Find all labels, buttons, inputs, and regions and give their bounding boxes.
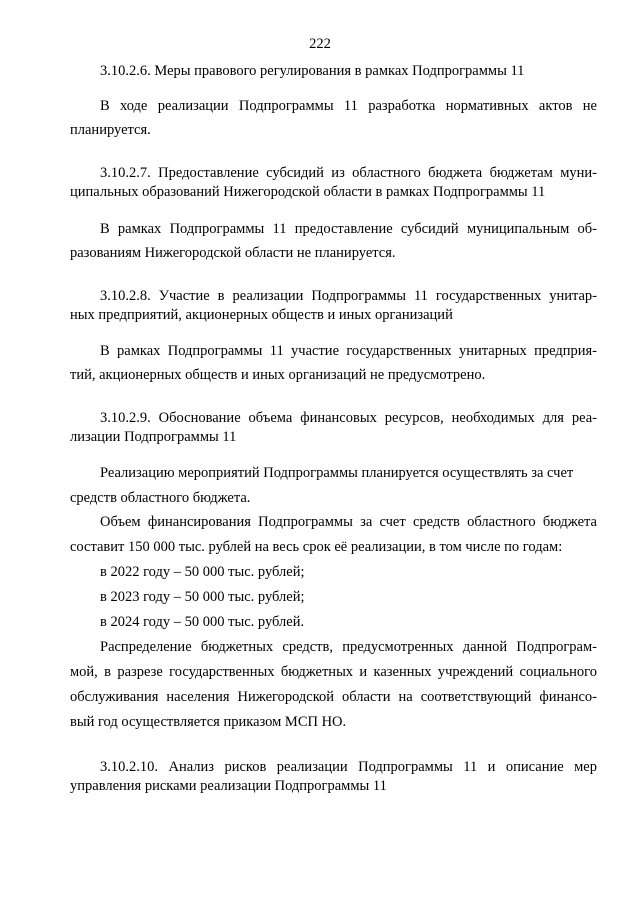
section-heading-3-10-2-9: 3.10.2.9. Обоснование объема финансовых ресурсов, необходимых для реа- — [100, 410, 597, 426]
section-heading-line: управления рисками реализации Подпрограммы 11 — [70, 778, 387, 794]
paragraph-line: В ходе реализации Подпрограммы 11 разработка нормативных актов не — [100, 98, 597, 114]
paragraph-line: Распределение бюджетных средств, предусмотренных данной Подпрограм- — [100, 639, 597, 655]
funding-2024: в 2024 году – 50 000 тыс. рублей. — [100, 614, 305, 630]
section-heading-3-10-2-6: 3.10.2.6. Меры правового регулирования в рамках Подпрограммы 11 — [100, 63, 525, 79]
paragraph-line: планируется. — [70, 122, 151, 138]
section-heading-line: ципальных образований Нижегородской области в рамках Подпрограммы 11 — [70, 184, 546, 200]
paragraph-line: В рамках Подпрограммы 11 участие государственных унитарных предприя- — [100, 343, 597, 359]
paragraph-line: вый год осуществляется приказом МСП НО. — [70, 714, 347, 730]
page-number: 222 — [309, 36, 331, 52]
section-heading-line: ных предприятий, акционерных обществ и иных организаций — [70, 307, 453, 323]
section-heading-3-10-2-8: 3.10.2.8. Участие в реализации Подпрограммы 11 государственных унитар- — [100, 288, 597, 304]
funding-2023: в 2023 году – 50 000 тыс. рублей; — [100, 589, 305, 605]
paragraph-line: В рамках Подпрограммы 11 предоставление субсидий муниципальным об- — [100, 221, 597, 237]
section-heading-3-10-2-10: 3.10.2.10. Анализ рисков реализации Подпрограммы 11 и описание мер — [100, 759, 597, 775]
paragraph-line: разованиям Нижегородской области не планируется. — [70, 245, 396, 261]
paragraph-line: тий, акционерных обществ и иных организаций не предусмотрено. — [70, 367, 486, 383]
funding-2022: в 2022 году – 50 000 тыс. рублей; — [100, 564, 305, 580]
paragraph-line: Реализацию мероприятий Подпрограммы планируется осуществлять за счет — [100, 465, 574, 481]
paragraph-line: мой, в разрезе государственных бюджетных и казенных учреждений социального — [70, 664, 597, 680]
section-heading-3-10-2-7: 3.10.2.7. Предоставление субсидий из областного бюджета бюджетам муни- — [100, 165, 597, 181]
section-heading-line: лизации Подпрограммы 11 — [70, 429, 237, 445]
paragraph-line: составит 150 000 тыс. рублей на весь срок её реализации, в том числе по годам: — [70, 539, 563, 555]
paragraph-line: Объем финансирования Подпрограммы за счет средств областного бюджета — [100, 514, 597, 530]
paragraph-line: средств областного бюджета. — [70, 490, 251, 506]
paragraph-line: обслуживания населения Нижегородской области на соответствующий финансо- — [70, 689, 597, 705]
